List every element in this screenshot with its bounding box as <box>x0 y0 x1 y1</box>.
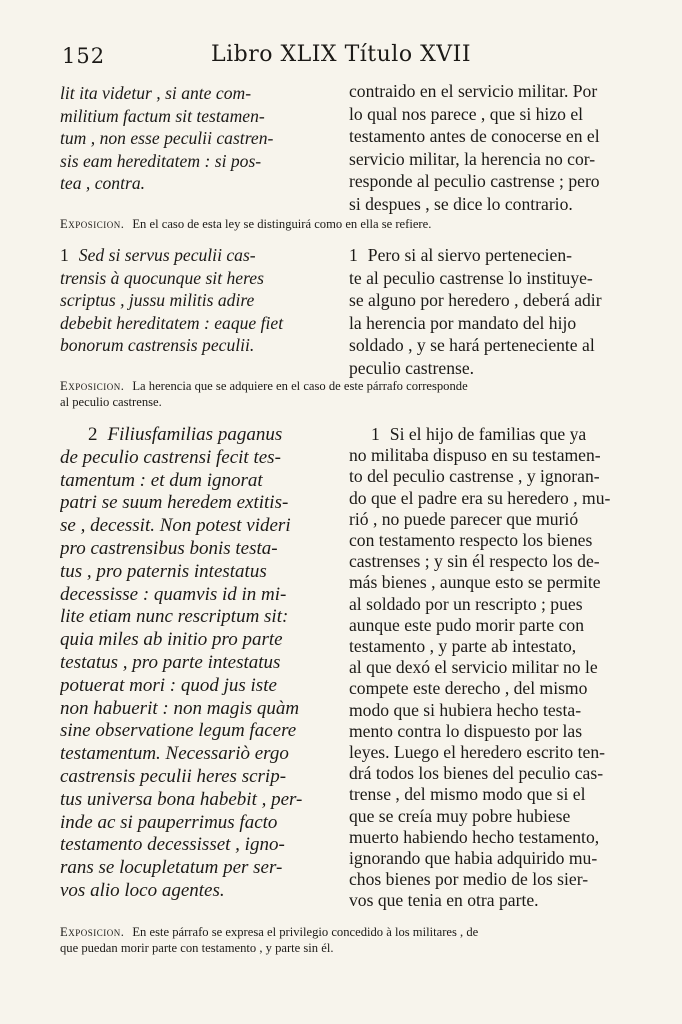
spanish-line: contraido en el servicio militar. Por <box>349 81 598 101</box>
latin-line: potuerat mori : quod jus iste <box>60 674 277 696</box>
paragraph-number: 1 <box>371 424 380 444</box>
latin-text-block-2 <box>60 244 332 357</box>
spanish-line: castrenses ; y sin él respecto los de- <box>349 551 600 572</box>
page-number: 152 <box>62 44 106 68</box>
exposicion-note-1 <box>60 216 630 232</box>
latin-line: patri se suum heredem extitis- <box>60 492 289 514</box>
spanish-line: compete este derecho , del mismo <box>349 678 588 699</box>
latin-line: inde ac si pauperrimus facto <box>60 811 278 833</box>
spanish-line: modo que si hubiera hecho testa- <box>349 699 582 720</box>
exposicion-line: Exposicion. La herencia que se adquiere en el caso de este párrafo corresponde <box>60 379 468 393</box>
spanish-line: 1 Si el hijo de familias que ya <box>371 424 587 444</box>
exposicion-label: Exposicion. <box>60 379 125 393</box>
latin-line: testatus , pro parte intestatus <box>60 651 281 673</box>
latin-line: de peculio castrensi fecit tes- <box>60 446 281 468</box>
spanish-line: se alguno por heredero , deberá adir <box>349 290 602 310</box>
latin-line: rans se locupletatum per ser- <box>60 857 283 879</box>
spanish-line: no militaba dispuso en su testamen- <box>349 445 601 466</box>
latin-line: lite etiam nunc rescriptum sit: <box>60 606 289 628</box>
paragraph-number: 1 <box>349 245 358 265</box>
spanish-line: peculio castrense. <box>349 357 475 378</box>
latin-line: sis eam hereditatem : si pos- <box>60 150 262 171</box>
latin-line: castrensis peculii heres scrip- <box>60 765 287 787</box>
spanish-line: muerto habiendo hecho testamento, <box>349 826 600 847</box>
latin-line: vos alio loco agentes. <box>60 879 225 901</box>
spanish-line: que se creía muy pobre hubiese <box>349 805 571 826</box>
spanish-line: testamento antes de conocerse en el <box>349 126 600 146</box>
page-header <box>0 40 682 74</box>
spanish-text-block-1 <box>349 80 621 215</box>
latin-line: bonorum castrensis peculii. <box>60 335 255 355</box>
latin-line: testamentum. Necessariò ergo <box>60 743 289 765</box>
latin-line: tum , non esse peculii castren- <box>60 128 274 148</box>
latin-line: non habuerit : non magis quàm <box>60 697 300 719</box>
running-title: Libro XLIX Título XVII <box>210 42 472 67</box>
spanish-line: chos bienes por medio de los sier- <box>349 869 589 890</box>
latin-line: militium factum sit testamen- <box>60 105 265 126</box>
spanish-line: do que el padre era su heredero , mu- <box>349 487 611 508</box>
exposicion-label: Exposicion. <box>60 217 125 231</box>
spanish-line: la herencia por mandato del hijo <box>349 312 577 333</box>
latin-line: 1 Sed si servus peculii cas- <box>60 245 256 265</box>
spanish-line: 1 Pero si al siervo pertenecien- <box>349 245 572 265</box>
latin-line: 2 Filiusfamilias paganus <box>88 424 283 445</box>
spanish-text-block-3 <box>349 424 621 912</box>
latin-line: tamentum : et dum ignorat <box>60 469 263 491</box>
latin-line: quia miles ab initio pro parte <box>60 629 283 651</box>
latin-line: trensis à quocunque sit heres <box>60 267 264 288</box>
spanish-line: rió , no puede parecer que murió <box>349 508 579 529</box>
spanish-line: ignorando que habia adquirido mu- <box>349 848 598 869</box>
exposicion-line: Exposicion. En este párrafo se expresa el privilegio concedido à los militares , de <box>60 925 479 939</box>
spanish-line: al que dexó el servicio militar no le <box>349 657 598 678</box>
paragraph-number: 1 <box>60 245 69 265</box>
spanish-line: responde al peculio castrense ; pero <box>349 171 600 191</box>
spanish-line: más bienes , aunque esto se permite <box>349 572 601 593</box>
latin-line: sine observatione legum facere <box>60 720 297 742</box>
exposicion-line: que puedan morir parte con testamento , y parte sin él. <box>60 941 334 955</box>
latin-line: debebit hereditatem : eaque fiet <box>60 312 284 333</box>
spanish-line: aunque este pudo morir parte con <box>349 614 584 635</box>
spanish-line: mento contra lo dispuesto por las <box>349 720 583 741</box>
exposicion-note-3 <box>60 924 630 956</box>
latin-line: scriptus , jussu militis adire <box>60 290 255 310</box>
exposicion-text: En el caso de esta ley se distinguirá como en ella se refiere. <box>132 217 432 231</box>
latin-line: decessisse : quamvis id in mi- <box>60 583 287 605</box>
spanish-line: si despues , se dice lo contrario. <box>349 193 573 214</box>
spanish-line: servicio militar, la herencia no cor- <box>349 148 596 169</box>
spanish-line: te al peculio castrense lo instituye- <box>349 267 593 288</box>
exposicion-note-2 <box>60 378 630 410</box>
paragraph-number: 2 <box>88 424 98 445</box>
latin-line: lit ita videtur , si ante com- <box>60 83 252 103</box>
latin-line: se , decessit. Non potest videri <box>60 515 291 537</box>
spanish-line: al soldado por un rescripto ; pues <box>349 593 583 614</box>
latin-line: tus universa bona habebit , per- <box>60 788 303 810</box>
latin-line: tus , pro paternis intestatus <box>60 560 267 582</box>
spanish-line: leyes. Luego el heredero escrito ten- <box>349 742 605 763</box>
spanish-line: testamento , y parte ab intestato, <box>349 636 577 657</box>
latin-line: tea , contra. <box>60 173 146 193</box>
spanish-line: lo qual nos parece , que si hizo el <box>349 103 584 124</box>
spanish-line: trense , del mismo modo que si el <box>349 784 586 805</box>
spanish-line: to del peculio castrense , y ignoran- <box>349 466 600 487</box>
spanish-line: vos que tenia en otra parte. <box>349 890 539 911</box>
latin-text-block-3 <box>60 424 332 903</box>
spanish-line: soldado , y se hará perteneciente al <box>349 335 595 355</box>
latin-line: testamento decessisset , igno- <box>60 834 285 856</box>
latin-text-block-1 <box>60 82 332 195</box>
latin-line: pro castrensibus bonis testa- <box>60 537 278 559</box>
exposicion-line: al peculio castrense. <box>60 395 162 409</box>
spanish-line: drá todos los bienes del peculio cas- <box>349 763 604 784</box>
spanish-line: con testamento respecto los bienes <box>349 530 593 551</box>
spanish-text-block-2 <box>349 244 621 379</box>
exposicion-label: Exposicion. <box>60 925 125 939</box>
